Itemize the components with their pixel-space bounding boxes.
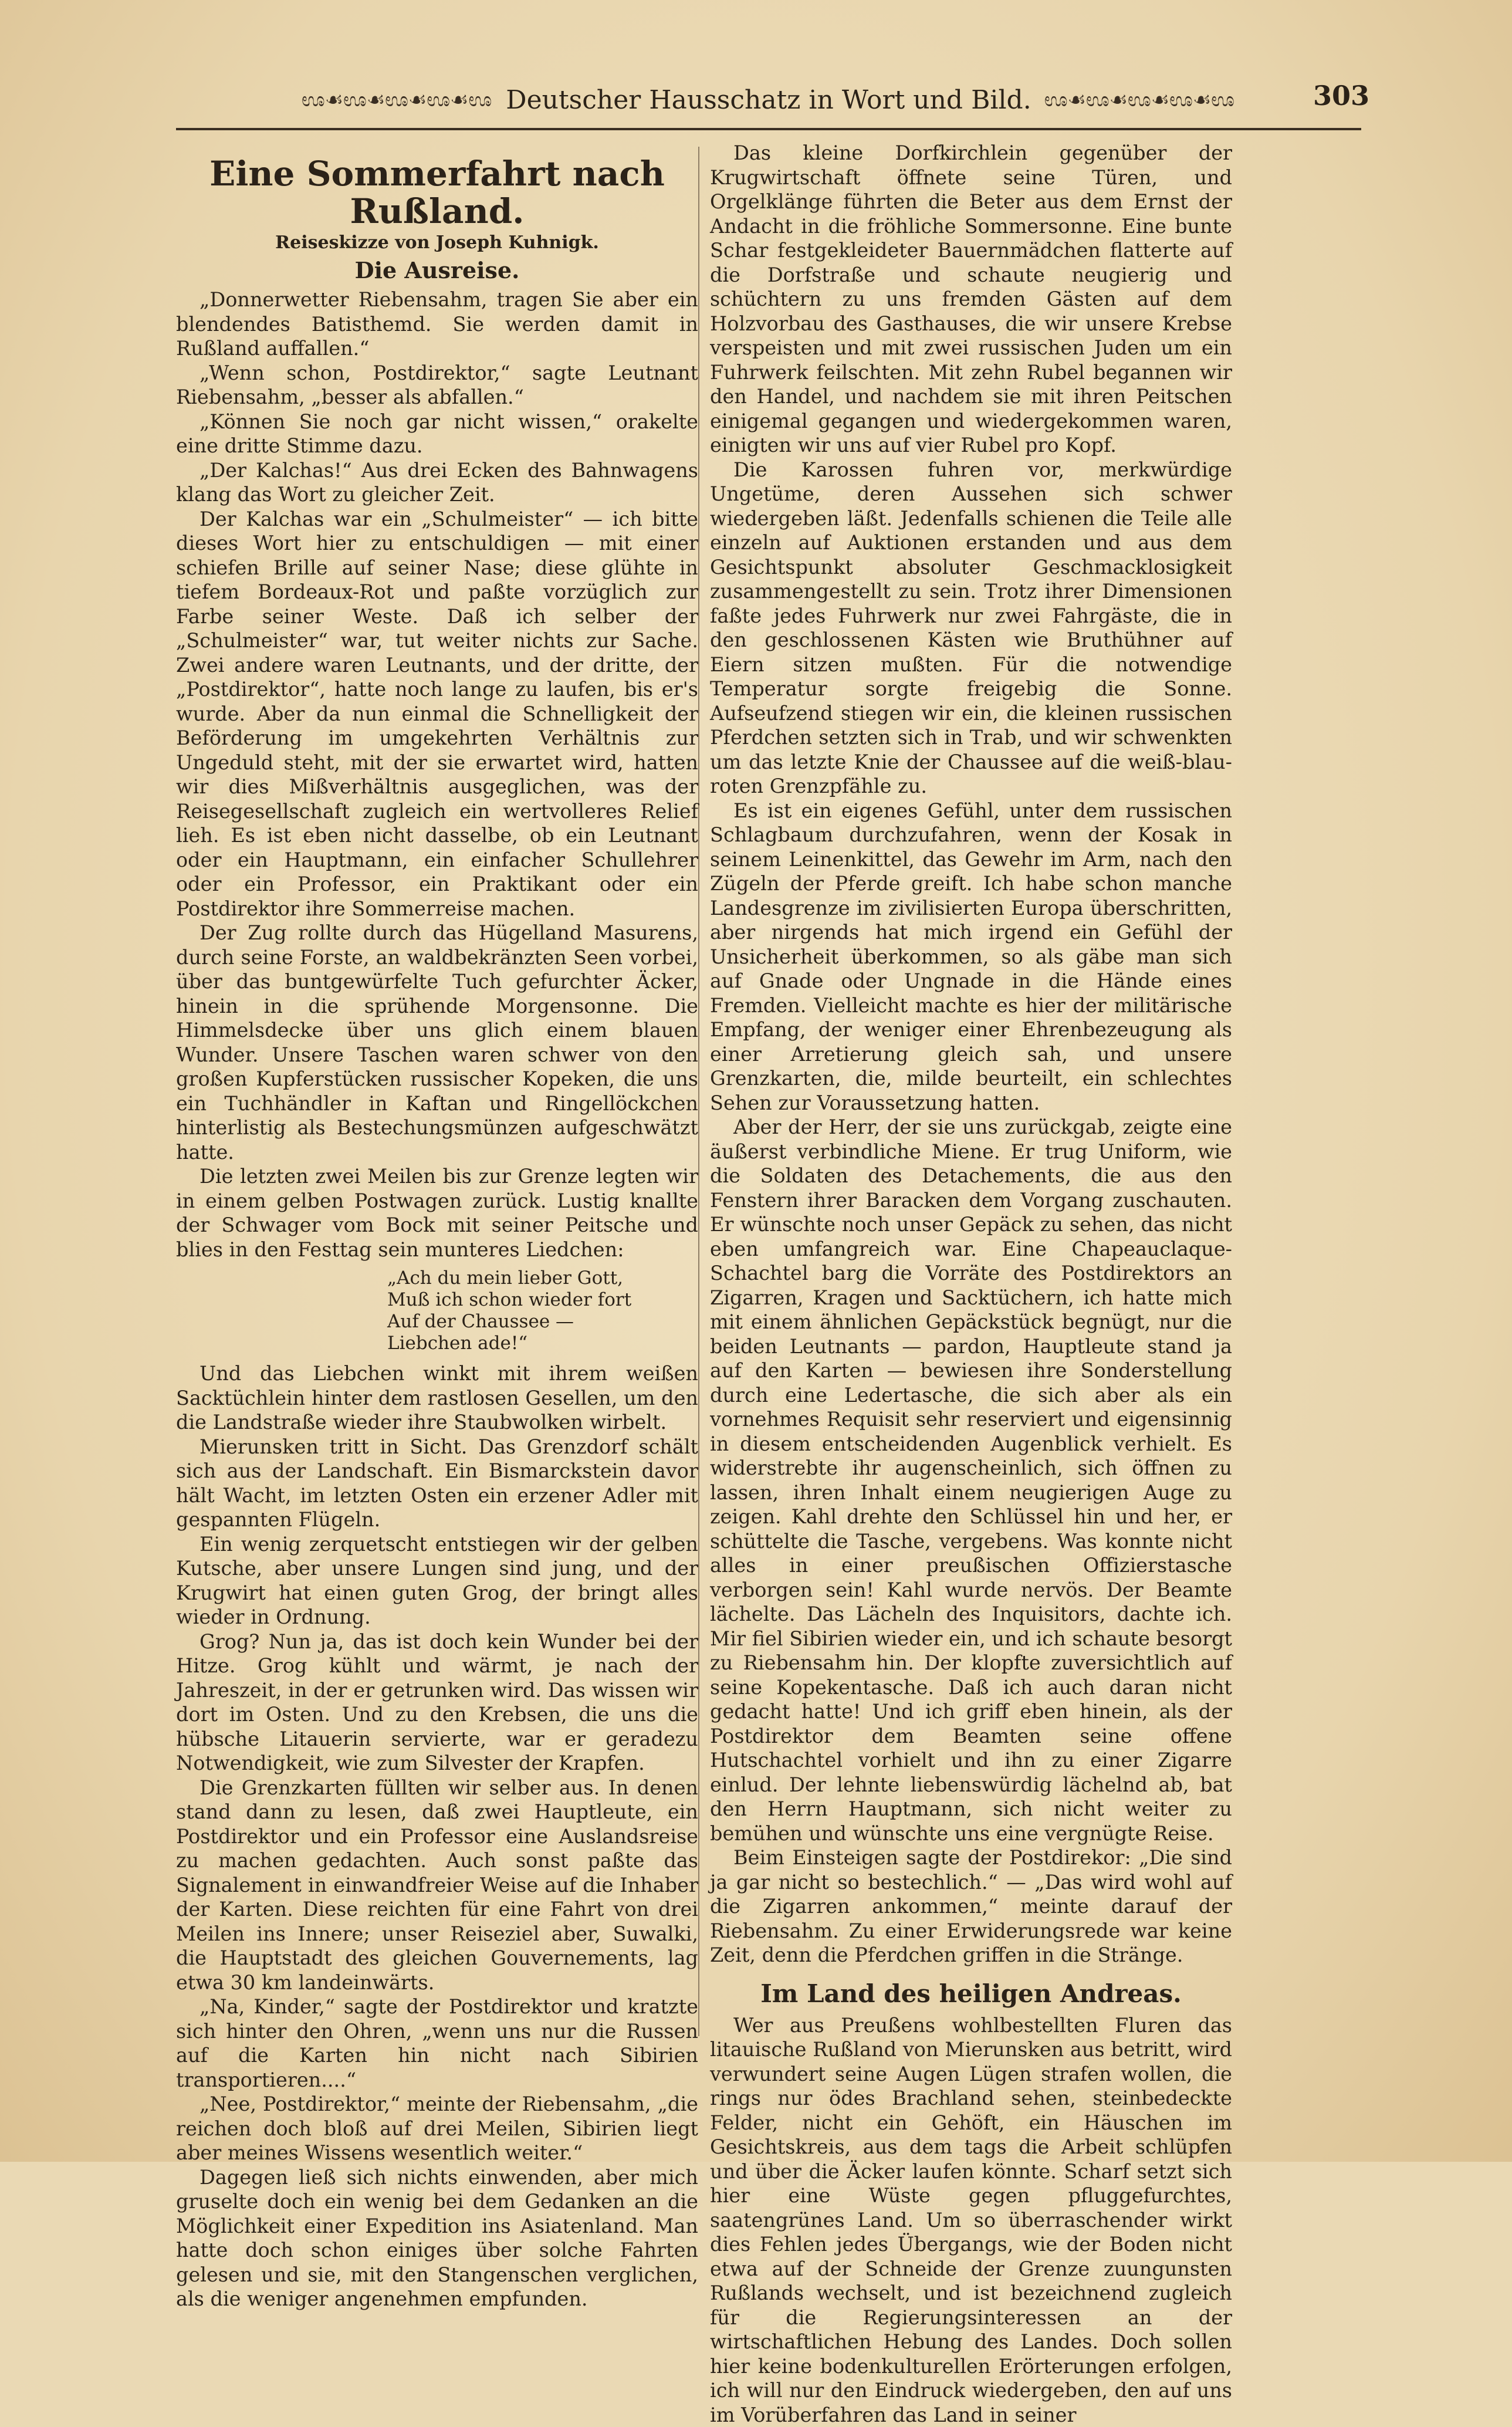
poem-line: Muß ich schon wieder fort xyxy=(387,1289,698,1311)
paragraph: Wer aus Preußens wohlbestellten Fluren das litauische Rußland von Mierunsken aus betritt, wird verwundert seine Augen Lügen strafen wollen, die rings nur ödes Brachland sehen, steinbedeckte Felder, nicht ein Gehöft, ein Häuschen im Gesichtskreis, aus dem tags die Arbeit schlüpfen und über die Äcker laufen könnte. Scharf setzt sich hier eine Wüste gegen pfluggefurchtes, saatengrünes Land. Um so überraschender wirkt dies Fehlen jedes Übergangs, wie der Boden nicht etwa auf der Schneide der Grenze zuungunsten Rußlands wechselt, und ist bezeichnend zugleich für die Regierungsinteressen an der wirtschaftlichen Hebung des Landes. Doch sollen hier keine bodenkulturellen Erörterungen erfolgen, ich will nur den Eindruck wiedergeben, den auf uns im Vorüberfahren das Land in seiner xyxy=(710,2013,1232,2427)
paragraph: Mierunsken tritt in Sicht. Das Grenzdorf schält sich aus der Landschaft. Ein Bismarckstein davor hält Wacht, im letzten Osten ein erzener Adler mit gespannten Flügeln. xyxy=(176,1435,698,1532)
section-heading-ausreise: Die Ausreise. xyxy=(176,257,698,284)
poem-line: „Ach du mein lieber Gott, xyxy=(387,1267,698,1289)
paragraph: Dagegen ließ sich nichts einwenden, aber mich gruselte doch ein wenig bei dem Gedanken an die Möglichkeit einer Expedition ins Asiatenland. Man hatte doch schon einiges über solche Fahrten gelesen und sie, mit den Stangenschen verglichen, als die weniger angenehmen empfunden. xyxy=(176,2165,698,2311)
poem xyxy=(387,1267,698,1354)
paragraph: „Können Sie noch gar nicht wissen,“ orakelte eine dritte Stimme dazu. xyxy=(176,410,698,458)
header-rule xyxy=(176,128,1361,130)
paragraph: Aber der Herr, der sie uns zurückgab, zeigte eine äußerst verbindliche Miene. Er trug Uniform, wie die Soldaten des Detachements, die aus den Fenstern ihrer Baracken dem Vorgang zuschauten. Er wünschte noch unser Gepäck zu sehen, das nicht eben umfangreich war. Eine Chapeauclaque-Schachtel barg die Vorräte des Postdirektors an Zigarren, Kragen und Sacktüchern, ich hatte mich mit einem ähnlichen Gepäckstück begnügt, nur die beiden Leutnants — pardon, Hauptleute stand ja auf den Karten — bewiesen ihre Sonderstellung durch eine Ledertasche, die sich aber als ein vornehmes Requisit sehr reserviert und eigensinnig in diesem entscheidenden Augenblick verhielt. Es widerstrebte ihr augenscheinlich, sich öffnen zu lassen, ihren Inhalt einem neugierigen Auge zu zeigen. Kahl drehte den Schlüssel hin und her, er schüttelte die Tasche, vergebens. Was konnte nicht alles in einer preußischen Offizierstasche verborgen sein! Kahl wurde nervös. Der Beamte lächelte. Das Lächeln des Inquisitors, dachte ich. Mir fiel Sibirien wieder ein, und ich schaute besorgt zu Riebensahm hin. Der klopfte zuversichtlich auf seine Kopekentasche. Daß ich auch daran nicht gedacht hatte! Und ich griff eben hinein, als der Postdirektor dem Beamten seine offene Hutschachtel vorhielt und ihn zu einer Zigarre einlud. Der lehnte liebenswürdig lächelnd ab, bat den Herrn Hauptmann, sich nicht weiter zu bemühen und wünschte uns eine vergnügte Reise. xyxy=(710,1115,1232,1845)
paragraph: Es ist ein eigenes Gefühl, unter dem russischen Schlagbaum durchzufahren, wenn der Kosak in seinem Leinenkittel, das Gewehr im Arm, nach den Zügeln der Pferde greift. Ich habe schon manche Landesgrenze im zivilisierten Europa überschritten, aber nirgends hat mich irgend ein Gefühl der Unsicherheit überkommen, so als gäbe man sich auf Gnade oder Ungnade in die Hände eines Fremden. Vielleicht machte es hier der militärische Empfang, der weniger einer Ehrenbezeugung als einer Arretierung gleich sah, und unsere Grenzkarten, die, milde beurteilt, ein schlechtes Sehen zur Voraussetzung hatten. xyxy=(710,799,1232,1116)
paragraph: Der Kalchas war ein „Schulmeister“ — ich bitte dieses Wort hier zu entschuldigen — mit einer schiefen Brille auf seiner Nase; diese glühte in tiefem Bordeaux-Rot und paßte vorzüglich zur Farbe seiner Weste. Daß ich selber der „Schulmeister“ war, tut weiter nichts zur Sache. Zwei andere waren Leutnants, und der dritte, der „Postdirektor“, hatte noch lange zu laufen, bis er's wurde. Aber da nun einmal die Schnelligkeit der Beförderung im umgekehrten Verhältnis zur Ungeduld steht, mit der sie erwartet wird, hatten wir dies Mißverhältnis ausgeglichen, was der Reisegesellschaft zugleich ein wertvolleres Relief lieh. Es ist eben nicht dasselbe, ob ein Leutnant oder ein Hauptmann, ein einfacher Schullehrer oder ein Professor, ein Praktikant oder ein Postdirektor ihre Sommerreise machen. xyxy=(176,507,698,921)
page-number: 303 xyxy=(1313,80,1369,111)
paragraph: Der Zug rollte durch das Hügelland Masurens, durch seine Forste, an waldbekränzten Seen vorbei, über das buntgewürfelte Tuch gefurchter Äcker, hinein in die sprühende Morgensonne. Die Himmelsdecke über uns glich einem blauen Wunder. Unsere Taschen waren schwer von den großen Kupferstücken russischer Kopeken, die uns ein Tuchhändler in Kaftan und Ringellöckchen hinterlistig als Bestechungsmünzen aufgeschwätzt hatte. xyxy=(176,921,698,1164)
paragraph: Ein wenig zerquetscht entstiegen wir der gelben Kutsche, aber unsere Lungen sind jung, und der Krugwirt hat einen guten Grog, der bringt alles wieder in Ordnung. xyxy=(176,1532,698,1630)
poem-line: Liebchen ade!“ xyxy=(387,1333,698,1354)
paragraph: „Na, Kinder,“ sagte der Postdirektor und kratzte sich hinter den Ohren, „wenn uns nur die Russen auf die Karten hin nicht nach Sibirien transportieren....“ xyxy=(176,1995,698,2092)
paragraph: „Der Kalchas!“ Aus drei Ecken des Bahnwagens klang das Wort zu gleicher Zeit. xyxy=(176,458,698,507)
left-paragraphs-continued xyxy=(176,1361,698,2311)
paragraph: Die Grenzkarten füllten wir selber aus. In denen stand dann zu lesen, daß zwei Hauptleute, ein Postdirektor und ein Professor eine Auslandsreise zu machen gedachten. Auch sonst paßte das Signalement in einwandfreier Weise auf die Inhaber der Karten. Diese reichten für eine Fahrt von drei Meilen ins Innere; unser Reiseziel aber, Suwalki, die Hauptstadt des gleichen Gouvernements, lag etwa 30 km landeinwärts. xyxy=(176,1776,698,1995)
right-column xyxy=(710,141,1232,2042)
right-paragraphs-continued xyxy=(710,2013,1232,2427)
paragraph: Grog? Nun ja, das ist doch kein Wunder bei der Hitze. Grog kühlt und wärmt, je nach der Jahreszeit, in der er getrunken wird. Das wissen wir dort im Osten. Und zu den Krebsen, die uns die hübsche Litauerin servierte, war er geradezu Notwendigkeit, wie zum Silvester der Krapfen. xyxy=(176,1630,698,1776)
paragraph: Die letzten zwei Meilen bis zur Grenze legten wir in einem gelben Postwagen zurück. Lustig knallte der Schwager vom Bock mit seiner Peitsche und blies in den Festtag sein munteres Liedchen: xyxy=(176,1164,698,1262)
masthead-title: Deutscher Hausschatz in Wort und Bild. xyxy=(506,85,1031,115)
page-header xyxy=(176,82,1361,117)
poem-line: Auf der Chaussee — xyxy=(387,1311,698,1333)
paragraph: „Nee, Postdirektor,“ meinte der Riebensahm, „die reichen doch bloß auf drei Meilen, Sibirien liegt aber meines Wissens wesentlich weiter.“ xyxy=(176,2092,698,2165)
paragraph: „Donnerwetter Riebensahm, tragen Sie aber ein blendendes Batisthemd. Sie werden damit in Rußland auffallen.“ xyxy=(176,288,698,361)
left-column xyxy=(176,141,698,2042)
ornament-right-icon: ಊ☙ಊ☙ಊ☙ಊ☙ಊ xyxy=(1044,88,1236,111)
paragraph: Und das Liebchen winkt mit ihrem weißen Sacktüchlein hinter dem rastlosen Gesellen, um den die Landstraße wieder ihre Staubwolken wirbelt. xyxy=(176,1361,698,1435)
ornament-left-icon: ಊ☙ಊ☙ಊ☙ಊ☙ಊ xyxy=(302,88,493,111)
article-title: Eine Sommerfahrt nach Rußland. xyxy=(176,155,698,230)
section-heading-andreas: Im Land des heiligen Andreas. xyxy=(710,1980,1232,2007)
paragraph: Das kleine Dorfkirchlein gegenüber der Krugwirtschaft öffnete seine Türen, und Orgelklänge führten die Beter aus dem Ernst der Andacht in die fröhliche Sommersonne. Eine bunte Schar festgekleideter Bauernmädchen flatterte auf die Dorfstraße und schaute neugierig und schüchtern zu uns fremden Gästen auf dem Holzvorbau des Gasthauses, die wir unsere Krebse verspeisten und mit zwei russischen Juden um ein Fuhrwerk feilschten. Mit zehn Rubel begannen wir den Handel, und nachdem sie mit ihren Peitschen einigemal gegangen und wiedergekommen waren, einigten wir uns auf vier Rubel pro Kopf. xyxy=(710,141,1232,458)
article-byline: Reiseskizze von Joseph Kuhnigk. xyxy=(176,232,698,253)
paragraph: Die Karossen fuhren vor, merkwürdige Ungetüme, deren Aussehen sich schwer wiedergeben läßt. Jedenfalls schienen die Teile alle einzeln auf Auktionen erstanden und aus dem Gesichtspunkt absoluter Geschmacklosigkeit zusammengestellt zu sein. Trotz ihrer Dimensionen faßte jedes Fuhrwerk nur zwei Fahrgäste, die in den geschlossenen Kästen wie Bruthühner auf Eiern sitzen mußten. Für die notwendige Temperatur sorgte freigebig die Sonne. Aufseufzend stiegen wir ein, die kleinen russischen Pferdchen setzten sich in Trab, und wir schwenkten um das letzte Knie der Chaussee auf die weiß-blau-roten Grenzpfähle zu. xyxy=(710,458,1232,799)
paragraph: „Wenn schon, Postdirektor,“ sagte Leutnant Riebensahm, „besser als abfallen.“ xyxy=(176,361,698,410)
left-paragraphs xyxy=(176,288,698,1262)
column-divider xyxy=(698,147,699,2036)
right-paragraphs xyxy=(710,141,1232,1968)
paragraph: Beim Einsteigen sagte der Postdirekor: „Die sind ja gar nicht so bestechlich.“ — „Das wird wohl auf die Zigarren ankommen,“ meinte darauf der Riebensahm. Zu einer Erwiderungsrede war keine Zeit, denn die Pferdchen griffen in die Stränge. xyxy=(710,1845,1232,1968)
